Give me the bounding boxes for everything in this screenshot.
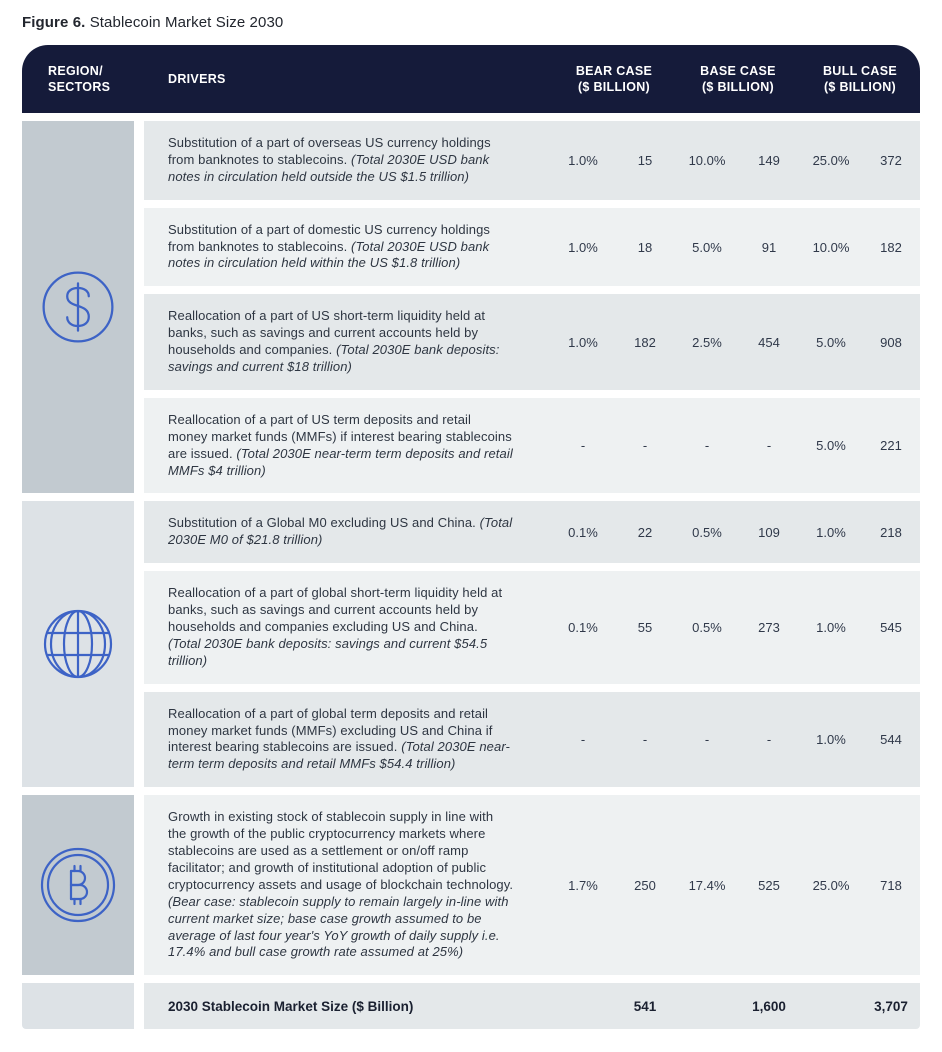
bear-value: 18 (637, 239, 653, 255)
driver-note: (Total 2030E bank deposits: savings and current $54.5 trillion) (168, 635, 488, 668)
driver-text: Substitution of a Global M0 excluding US and China. (168, 515, 480, 531)
header-drivers: DRIVERS (168, 71, 226, 86)
driver-note: (Total 2030E M0 of $21.8 trillion) (168, 515, 513, 548)
section-us-dollar (22, 121, 920, 493)
base-pct: - (704, 731, 710, 747)
stablecoin-market-table (22, 45, 920, 1029)
sidebar-crypto (22, 795, 134, 975)
rows-global (144, 501, 920, 787)
total-bull-value: 3,707 (874, 998, 908, 1014)
base-value: 525 (758, 877, 780, 893)
bull-value: 718 (880, 877, 902, 893)
bull-pct: 25.0% (812, 152, 850, 168)
bear-value: 182 (634, 334, 656, 350)
driver-text: Substitution of a part of overseas US currency holdings from banknotes to stablecoins. (168, 135, 491, 167)
driver-note: (Total 2030E near-term term deposits and retail MMFs $4 trillion) (168, 445, 513, 478)
bull-value: 182 (880, 239, 902, 255)
bear-value: 15 (637, 152, 653, 168)
bull-value: 372 (880, 152, 902, 168)
table-row (144, 121, 920, 200)
driver-cell (144, 692, 552, 788)
bear-pct: 0.1% (568, 619, 598, 635)
total-base-value: 1,600 (752, 998, 786, 1014)
table-row (144, 571, 920, 683)
base-value: 149 (758, 152, 780, 168)
sidebar-gap (134, 121, 144, 493)
driver-note: (Bear case: stablecoin supply to remain largely in-line with current market size; base case growth assumed to be average of last four year's YoY growth of daily supply i.e. 17.4% and bull case growth rate assumed at 25%) (168, 893, 509, 960)
bull-pct: 5.0% (816, 334, 846, 350)
total-label: 2030 Stablecoin Market Size ($ Billion) (168, 998, 414, 1014)
driver-note: (Total 2030E USD bank notes in circulation held outside the US $1.5 trillion) (168, 151, 490, 184)
header-bull-line2: ($ BILLION) (823, 80, 897, 94)
table-row (144, 692, 920, 788)
bull-value: 544 (880, 731, 902, 747)
sidebar-gap (134, 983, 144, 1029)
bear-pct: 0.1% (568, 524, 598, 540)
table-row (144, 294, 920, 390)
bear-pct: 1.0% (568, 334, 598, 350)
bear-value: - (642, 731, 648, 747)
base-pct: 5.0% (692, 239, 722, 255)
bull-pct: 1.0% (816, 524, 846, 540)
driver-cell (144, 795, 552, 975)
driver-cell (144, 571, 552, 683)
base-pct: - (704, 438, 710, 454)
driver-cell (144, 121, 552, 200)
bull-value: 908 (880, 334, 902, 350)
bear-pct: 1.0% (568, 239, 598, 255)
rows-crypto (144, 795, 920, 975)
section-total (22, 983, 920, 1029)
bear-pct: - (580, 731, 586, 747)
section-global (22, 501, 920, 787)
figure-title (22, 10, 920, 45)
header-bear-line1: BEAR CASE (575, 63, 653, 78)
base-pct: 2.5% (692, 334, 722, 350)
bear-pct: - (580, 438, 586, 454)
base-pct: 0.5% (692, 619, 722, 635)
bull-pct: 25.0% (812, 877, 850, 893)
bull-value: 218 (880, 524, 902, 540)
sidebar-gap (134, 501, 144, 787)
header-region-line2: SECTORS (48, 80, 111, 94)
driver-cell (144, 398, 552, 494)
base-value: 91 (761, 239, 777, 255)
base-value: 454 (758, 334, 780, 350)
bear-value: 22 (637, 524, 653, 540)
base-value: 273 (758, 619, 780, 635)
driver-text: Reallocation of a part of global term deposits and retail money market funds (MMFs) excluding US and China if interest bearing stablecoins are issued. (168, 705, 493, 755)
bull-pct: 1.0% (816, 619, 846, 635)
total-bear-value: 541 (633, 998, 657, 1014)
base-pct: 0.5% (692, 524, 722, 540)
header-bear-line2: ($ BILLION) (577, 80, 651, 94)
table-header-row (22, 45, 920, 113)
bull-pct: 5.0% (816, 438, 846, 454)
rows-us-dollar (144, 121, 920, 493)
header-region-sectors (22, 63, 134, 96)
driver-text: Substitution of a part of domestic US currency holdings from banknotes to stablecoins. (168, 221, 490, 254)
bull-value: 221 (880, 438, 902, 454)
bull-value: 545 (880, 619, 902, 635)
header-bear-case (552, 63, 676, 96)
table-row (144, 795, 920, 975)
sidebar-gap (134, 795, 144, 975)
driver-cell (144, 294, 552, 390)
driver-note: (Total 2030E USD bank notes in circulation held within the US $1.8 trillion) (168, 238, 490, 271)
sidebar-total (22, 983, 134, 1029)
driver-note: (Total 2030E bank deposits: savings and current $18 trillion) (168, 342, 500, 375)
base-value: - (766, 438, 772, 454)
header-bull-line1: BULL CASE (822, 63, 897, 78)
bull-pct: 10.0% (812, 239, 850, 255)
driver-note: (Total 2030E near-term term deposits and retail MMFs $54.4 trillion) (168, 739, 510, 772)
bull-pct: 1.0% (816, 731, 846, 747)
globe-icon (40, 606, 116, 682)
total-row (144, 983, 920, 1029)
base-value: - (766, 731, 772, 747)
base-value: 109 (758, 524, 780, 540)
bear-value: 55 (637, 619, 653, 635)
bitcoin-icon (38, 845, 118, 925)
table-row (144, 398, 920, 494)
bear-pct: 1.7% (568, 877, 598, 893)
header-region-line1: REGION/ (48, 63, 103, 78)
driver-cell (144, 501, 552, 563)
driver-text: Reallocation of a part of global short-term liquidity held at banks, such as savings and current accounts held by households and companies excluding US and China. (168, 585, 503, 635)
driver-text: Growth in existing stock of stablecoin supply in line with the growth of the public cryptocurrency markets where stablecoins are used as a settlement or on/off ramp facilitator; and growth of institutional adoption of public cryptocurrency assets and usage of blockchain technology. (168, 809, 514, 892)
driver-text: Reallocation of a part of US term deposits and retail money market funds (MMFs) if interest bearing stablecoins are issued. (168, 411, 512, 461)
sidebar-us-dollar (22, 121, 134, 493)
driver-text: Reallocation of a part of US short-term liquidity held at banks, such as savings and current accounts held by households and companies. (168, 308, 486, 358)
header-base-line2: ($ BILLION) (701, 80, 775, 94)
bear-value: 250 (634, 877, 656, 893)
section-crypto (22, 795, 920, 975)
table-row (144, 501, 920, 563)
base-pct: 10.0% (688, 152, 726, 168)
driver-cell (144, 208, 552, 287)
figure-label: Figure 6. (22, 14, 86, 31)
bear-pct: 1.0% (568, 152, 598, 168)
dollar-icon (39, 268, 117, 346)
header-base-case (676, 63, 800, 96)
header-bull-case (800, 63, 920, 96)
base-pct: 17.4% (688, 877, 726, 893)
sidebar-global (22, 501, 134, 787)
header-base-line1: BASE CASE (700, 63, 776, 78)
rows-total (144, 983, 920, 1029)
figure-title-text: Stablecoin Market Size 2030 (85, 14, 284, 31)
table-row (144, 208, 920, 287)
bear-value: - (642, 438, 648, 454)
